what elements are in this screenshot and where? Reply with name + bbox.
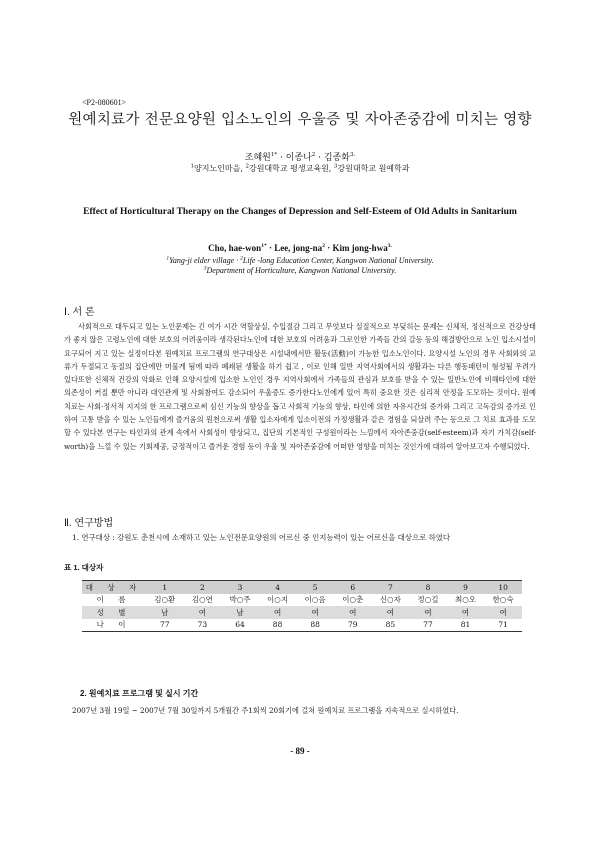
korean-authors xyxy=(0,150,600,163)
table-caption: 표 1. 대상자 xyxy=(64,563,104,572)
row-label: 대 상 자 xyxy=(82,581,146,594)
table-cell: 73 xyxy=(184,619,222,632)
author-name: · Kim jong-hwa xyxy=(324,243,388,253)
table-row-age xyxy=(82,619,522,632)
table-cell: 김○연 xyxy=(191,595,213,605)
section-heading-introduction: Ⅰ. 서 론 xyxy=(64,307,95,318)
table-cell: 여 xyxy=(447,606,485,619)
affiliation-line xyxy=(0,266,600,276)
author-superscript: 2 xyxy=(311,152,316,158)
table-cell: 4 xyxy=(259,581,297,594)
affiliation-superscript: 3 xyxy=(333,163,338,170)
table-row-gender xyxy=(82,606,522,619)
table-cell: 여 xyxy=(259,606,297,619)
affiliation-superscript: 3 xyxy=(203,265,207,272)
affiliation-superscript: 1 xyxy=(166,255,170,262)
table-cell: 64 xyxy=(221,619,259,632)
table-cell: 3 xyxy=(221,581,259,594)
korean-affiliations xyxy=(0,163,600,174)
table-cell: 남 xyxy=(146,606,184,619)
table-cell: 여 xyxy=(296,606,334,619)
english-authors xyxy=(0,243,600,253)
affiliation-text: Department of Horticulture, Kangwon National University. xyxy=(206,266,397,275)
table-cell: 6 xyxy=(334,581,372,594)
table-cell: 71 xyxy=(484,619,522,632)
author-name: Cho, hae-won xyxy=(208,243,262,253)
author-superscript: 1* xyxy=(270,152,278,158)
table-cell: 신○자 xyxy=(379,595,401,605)
table-cell: 77 xyxy=(409,619,447,632)
table-cell: 한○숙 xyxy=(492,595,514,605)
methods-program-period: 2007년 3월 19일 ~ 2007년 7월 30일까지 5개월간 주1회씩 20회기에 걸쳐 원예치료 프로그램을 지속적으로 실시하였다. xyxy=(72,706,459,715)
table-row-name xyxy=(82,594,522,607)
author-superscript: 3. xyxy=(387,243,392,249)
section-heading-methods: Ⅱ. 연구방법 xyxy=(64,518,114,529)
affiliation-text: 양지노인마을, xyxy=(194,164,246,173)
author-name: · 김종화 xyxy=(315,153,350,163)
methods-subheading-program: 2. 원예치료 프로그램 및 실시 기간 xyxy=(80,689,199,698)
table-cell: 정○길 xyxy=(417,595,439,605)
affiliation-superscript: 2 xyxy=(245,163,249,170)
table-cell: 88 xyxy=(259,619,297,632)
table-cell: 여 xyxy=(372,606,410,619)
author-superscript: 1* xyxy=(261,243,267,249)
table-cell: 여 xyxy=(409,606,447,619)
row-label: 나 이 xyxy=(82,619,146,632)
affiliation-text: 강원대학교 원예학과 xyxy=(337,164,410,173)
affiliation-line xyxy=(0,256,600,266)
author-name: · Lee, jong-na xyxy=(266,243,323,253)
table-cell: 88 xyxy=(296,619,334,632)
table-cell: 여 xyxy=(184,606,222,619)
affiliation-text: Life -long Education Center, Kangwon National University. xyxy=(242,256,434,265)
author-superscript: 3. xyxy=(349,152,356,158)
table-cell: 10 xyxy=(484,581,522,594)
table-cell: 여 xyxy=(484,606,522,619)
english-title: Effect of Horticultural Therapy on the Changes of Depression and Self-Esteem of Old Adults in Sanitarium xyxy=(83,207,517,217)
table-cell: 남 xyxy=(221,606,259,619)
korean-title: 원예치료가 전문요양원 입소노인의 우울증 및 자아존중감에 미치는 영향 xyxy=(68,112,532,128)
table-cell: 7 xyxy=(372,581,410,594)
table-cell: 여 xyxy=(334,606,372,619)
table-cell: 9 xyxy=(447,581,485,594)
english-affiliations xyxy=(0,256,600,276)
affiliation-superscript: 1 xyxy=(190,163,194,170)
table-cell: 김○환 xyxy=(154,595,176,605)
table-cell: 8 xyxy=(409,581,447,594)
table-cell: 77 xyxy=(146,619,184,632)
author-name: 조혜원 xyxy=(244,153,271,163)
row-label: 이 름 xyxy=(96,595,132,605)
abstract-code: <P2-080601> xyxy=(82,98,127,107)
table-cell: 박○주 xyxy=(229,595,251,605)
methods-item-subjects: 1. 연구대상 : 강원도 춘천시에 소재하고 있는 노인전문요양원의 어르신 중 인지능력이 있는 어르신을 대상으로 하였다 xyxy=(72,533,450,542)
table-cell: 2 xyxy=(184,581,222,594)
table-cell: 79 xyxy=(334,619,372,632)
table-row-subject-number xyxy=(82,581,522,594)
row-label: 성 별 xyxy=(82,606,146,619)
introduction-paragraph: 사회적으로 대두되고 있는 노인문제는 긴 여가 시간 역할상실, 수입절감 그리고 무엇보다 실질적으로 부딪히는 문제는 신체적, 정신적으로 건강상태가 좋지 않은 고령노인에 대한 보호의 어려움이라 생각된다노인에 대한 보호의 어려움과 그로인한 가족들 간의 갈등 등의 해결방안으로 노인 입소시설이 요구되어 지고 있는 실정이다본 원예치료 프로그램의 연구대상은 시설내에서만 활동(活動)이 가능한 입소노인이다. 요양시설 노인의 경우 사회와의 교류가 두절되고 동질의 집단에만 머물게 됨에 따라 폐쇄된 생활을 하기 쉽고 , 이로 인해 일반 지역사회에서의 생활과는 다른 행동패턴이 형성될 우려가 있다또한 신체적 건강의 악화로 인해 요양시설에 입소한 노인인 경우 지역사회에서 가족들의 관심과 보호를 받을 수 있는 일반노인에 비해타인에 대한 의존성이 커질 뿐만 아니라 대인관계 및 사회참여도 감소되어 우울증도 증가한다노인에게 있어 특히 중요한 것은 심리적 안정을 도모하는 것이다. 원예치료는 사회·정서적 지지의 한 프로그램으로써 심신 기능의 향상을 돕고 사회적 기능의 향상, 타인에 의한 자유시간의 증가와 그리고 고독감의 증가로 인하여 고통 받을 수 있는 노인들에게 즐거움의 원천으로써 생활 입소자에게 입소이전의 가정생활과 같은 경험을 되살려 주는 등으로 그 치료 효과를 도모할 수 있다본 연구는 타인과의 관계 속에서 사회성이 향상되고, 집단의 기본적인 구성원이라는 느낌에서 자아존중감(self-esteem)과 자기 가치감(self-worth)을 느낄 수 있는 기회제공, 긍정적이고 즐거운 경험 등이 우울 및 자아존중감에 어떠한 영향을 미치는 것인가에 대하여 알아보고자 수행되었다. xyxy=(64,322,536,451)
page-number: - 89 - xyxy=(290,746,310,756)
table-cell: 1 xyxy=(146,581,184,594)
table-cell: 85 xyxy=(372,619,410,632)
affiliation-superscript: 2 xyxy=(240,255,243,262)
affiliation-text: Yang-ji elder village · xyxy=(169,256,241,265)
table-cell: 81 xyxy=(447,619,485,632)
table-cell: 5 xyxy=(296,581,334,594)
table-cell: 이○음 xyxy=(304,595,326,605)
table-cell: 이○춘 xyxy=(342,595,364,605)
affiliation-text: 강원대학교 평생교육원, xyxy=(248,164,334,173)
table-cell: 최○오 xyxy=(455,595,477,605)
table-cell: 이○지 xyxy=(267,595,289,605)
author-superscript: 2 xyxy=(322,243,325,249)
subjects-table xyxy=(82,580,522,632)
author-name: · 이종나 xyxy=(277,153,312,163)
